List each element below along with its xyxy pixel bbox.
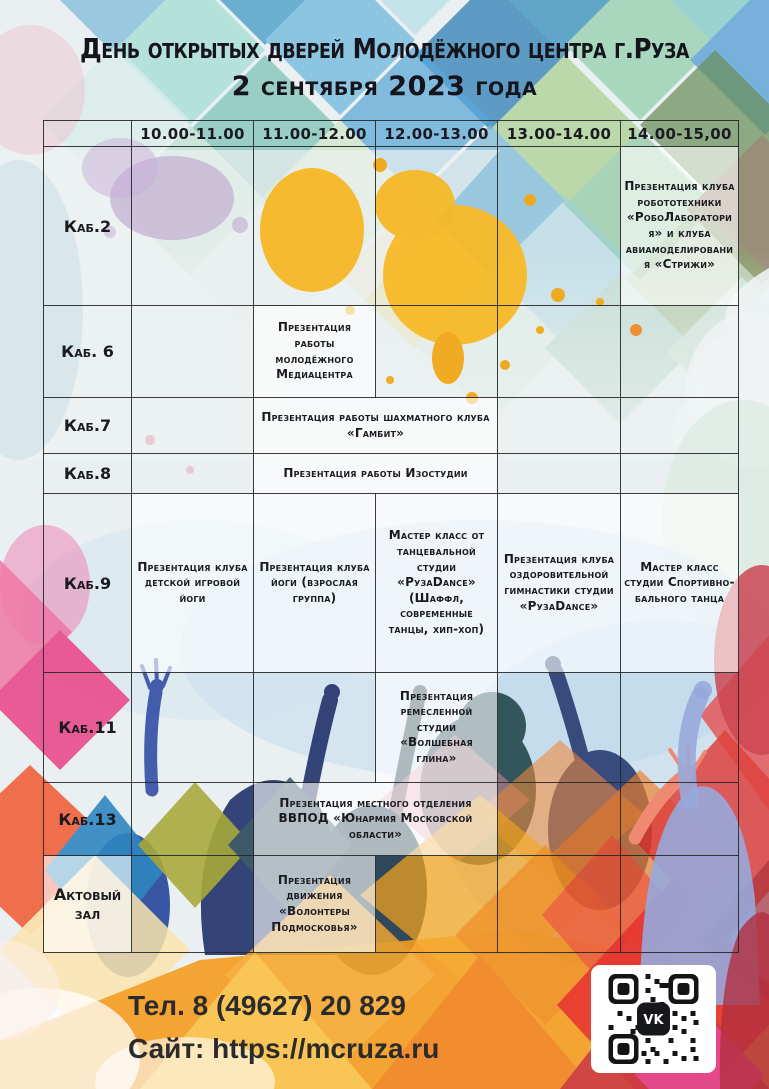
schedule-cell (621, 454, 739, 494)
schedule-cell: Презентация ремесленной студии «Волшебная глина» (376, 673, 498, 783)
room-label: Каб.2 (44, 147, 132, 306)
schedule-cell (376, 306, 498, 398)
schedule-cell (132, 783, 254, 856)
schedule-cell (132, 673, 254, 783)
schedule-cell (498, 398, 621, 454)
schedule-cell: Презентация клуба робототехники «РобоЛаборатория» и клуба авиамоделирования «Стрижи» (621, 147, 739, 306)
footer-site: Сайт: https://mcruza.ru (128, 1033, 440, 1065)
time-header: 14.00-15,00 (621, 121, 739, 147)
schedule-cell (376, 147, 498, 306)
page-title (0, 30, 769, 106)
vk-logo: VK (643, 1013, 664, 1028)
schedule-cell (498, 306, 621, 398)
room-label: Каб.8 (44, 454, 132, 494)
schedule-cell: Мастер класс от танцевальной студии «РузаDance» (Шаффл, современные танцы, хип-хоп) (376, 494, 498, 673)
room-label: Актовый зал (44, 856, 132, 953)
contact-info (128, 984, 439, 1071)
schedule-cell: Презентация местного отделения ВВПОД «Юнармия Московской области» (254, 783, 498, 856)
schedule-cell: Мастер класс студии Спортивно-бального танца (621, 494, 739, 673)
time-header: 13.00-14.00 (498, 121, 621, 147)
schedule-cell (254, 147, 376, 306)
schedule-cell (132, 454, 254, 494)
schedule-cell (621, 306, 739, 398)
room-label: Каб.13 (44, 783, 132, 856)
schedule-cell: Презентация работы молодёжного Медиацентра (254, 306, 376, 398)
schedule-cell (498, 454, 621, 494)
room-label: Каб.9 (44, 494, 132, 673)
schedule-cell (254, 673, 376, 783)
title-line-2: 2 сентября 2023 года (231, 70, 538, 102)
schedule-cell: Презентация работы шахматного клуба «Гамбит» (254, 398, 498, 454)
room-label: Каб.11 (44, 673, 132, 783)
vk-qr-code (591, 965, 716, 1073)
qr-finder-tl (609, 974, 639, 1004)
schedule-cell (621, 398, 739, 454)
time-header: 10.00-11.00 (132, 121, 254, 147)
time-header: 12.00-13.00 (376, 121, 498, 147)
schedule-cell (498, 673, 621, 783)
schedule-cell (621, 783, 739, 856)
schedule-cell (621, 856, 739, 953)
footer-phone: Тел. 8 (49627) 20 829 (128, 990, 406, 1021)
schedule-cell: Презентация работы Изостудии (254, 454, 498, 494)
schedule-cell: Презентация движения «Волонтеры Подмосковья» (254, 856, 376, 953)
schedule-cell (132, 147, 254, 306)
qr-finder-bl (609, 1034, 639, 1064)
time-header: 11.00-12.00 (254, 121, 376, 147)
schedule-cell (132, 398, 254, 454)
schedule-cell (498, 856, 621, 953)
schedule-cell (132, 306, 254, 398)
schedule-cell: Презентация клуба йоги (взрослая группа) (254, 494, 376, 673)
room-label: Каб. 6 (44, 306, 132, 398)
schedule-cell: Презентация клуба оздоровительной гимнастики студии «РузаDance» (498, 494, 621, 673)
schedule-cell (132, 856, 254, 953)
corner-cell (44, 121, 132, 147)
schedule-table (43, 120, 739, 953)
schedule-cell (498, 783, 621, 856)
schedule-cell: Презентация клуба детской игровой йоги (132, 494, 254, 673)
schedule-cell (498, 147, 621, 306)
room-label: Каб.7 (44, 398, 132, 454)
schedule-cell (376, 856, 498, 953)
title-line-1: День открытых дверей Молодёжного центра г.Руза (80, 32, 689, 65)
qr-finder-tr (669, 974, 699, 1004)
schedule-cell (621, 673, 739, 783)
